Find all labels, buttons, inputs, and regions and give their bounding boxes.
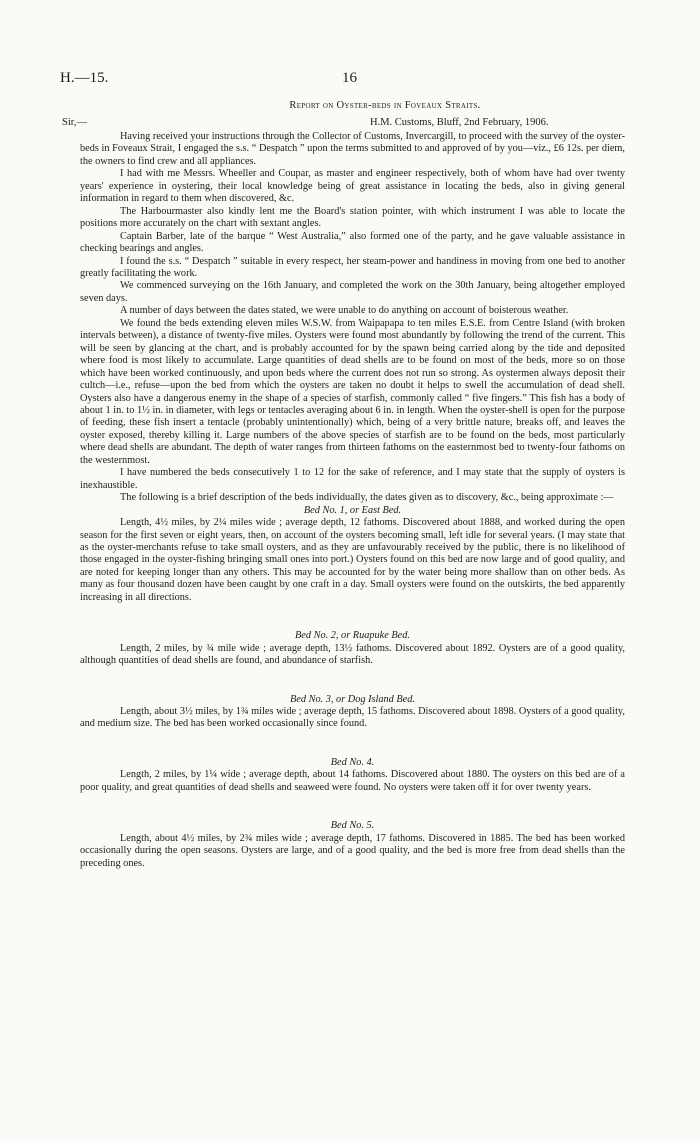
bed-heading: Bed No. 4. <box>330 756 375 768</box>
paragraph: We commenced surveying on the 16th January, and completed the work on the 30th January, being altogether employed seven days. <box>80 280 625 304</box>
bed-description: Length, about 3½ miles, by 1¾ miles wide ; average depth, 15 fathoms. Discovered about 1898. Oysters of a good quality, and medium size. The bed has been worked occasionally since found. <box>80 706 625 730</box>
bed-description: Length, 4½ miles, by 2¼ miles wide ; average depth, 12 fathoms. Discovered about 1888, and worked during the open season for the first seven or eight years, then, on account of the oysters becoming small, left idle for several years. (I may state that as the oyster-merchants refuse to take small oysters, and as they are unfavourably received by the public, there is no likelihood of those engaged in the oyster-fishing bringing small ones into port.) Oysters found on this bed are now large and of good quality, and are noted for keeping longer than any others. This may be accounted for by the water being more shallow than on other beds. As many as four thousand dozen have been caught by one craft in a day. Small oysters were found on the outskirts, the bed apparently increasing in all directions. <box>80 517 625 603</box>
paragraph: The Harbourmaster also kindly lent me the Board's station pointer, with which instrument I was able to locate the positions more accurately on the chart with sextant angles. <box>80 205 625 230</box>
report-title <box>0 100 700 111</box>
report-title-text: Report on Oyster-beds in Foveaux Straits. <box>289 100 481 111</box>
bed-description: Length, about 4½ miles, by 2¾ miles wide ; average depth, 17 fathoms. Discovered in 1885. The bed has been worked occasionally during the open seasons. Oysters are large, and of a good quality, and the bed is more free from dead shells than the preceding ones. <box>80 832 625 869</box>
bed-heading: Bed No. 1, or East Bed. <box>303 504 402 516</box>
paragraph: I had with me Messrs. Wheeller and Coupar, as master and engineer respectively, both of whom have had over twenty years' experience in oystering, their local knowledge being of great assistance in locating the beds, also in giving general information in regard to them when discovered, &c. <box>80 168 625 205</box>
bed-description: Length, 2 miles, by ¾ mile wide ; average depth, 13½ fathoms. Discovered about 1892. Oysters are of a good quality, although quantities of dead shells are found, and abundance of starfish. <box>80 642 625 667</box>
report-body <box>80 131 625 870</box>
report-code: H.—15. <box>60 70 109 86</box>
bed-heading: Bed No. 3, or Dog Island Bed. <box>290 693 415 705</box>
salutation: Sir,— <box>62 117 87 128</box>
bed-heading: Bed No. 5. <box>330 820 375 832</box>
paragraph: A number of days between the dates stated, we were unable to do anything on account of boisterous weather. <box>120 305 569 317</box>
paragraph: I found the s.s. “ Despatch ” suitable in every respect, her steam-power and handiness in moving from one bed to another greatly facilitating the work. <box>80 255 625 279</box>
paragraph: We found the beds extending eleven miles W.S.W. from Waipapapa to ten miles E.S.E. from Centre Island (with broken intervals between), a distance of twenty-five miles. Oysters were found most abundantly by following the trend of the current. This will be seen by glancing at the chart, and is probably accounted for by the spawn being carried along by the tide and deposited where food is most likely to accumulate. Large quantities of dead shells are to be found on most of the beds, more so on those which have been worked continuously, and upon beds where the current does not run so strong. As oystermen always deposit their cultch—i.e., refuse—upon the bed from which the oysters are taken no doubt it helps to swell the accumulation of dead shell. Oysters also have a dangerous enemy in the shape of a species of starfish, commonly called “ five fingers.” This fish has a body of about 1 in. to 1½ in. in diameter, with legs or tentacles averaging about 6 in. in length. When the oyster-shell is open for the purpose of feeding, these fish insert a tentacle (probably unintentionally) which, being of a very brittle nature, breaks off, and leaves the oyster exposed, thereby killing it. Large numbers of the above species of starfish are to be found on the beds, most particularly where dead shells are abundant. The depth of water ranges from thirteen fathoms on the easternmost bed to twenty-four fathoms on the westernmost. <box>80 317 625 466</box>
place-date: H.M. Customs, Bluff, 2nd February, 1906. <box>370 117 549 128</box>
bed-heading: Bed No. 2, or Ruapuke Bed. <box>295 630 410 642</box>
paragraph: Captain Barber, late of the barque “ West Australia,” also formed one of the party, and he gave valuable assistance in checking bearings and angles. <box>80 230 625 255</box>
page-number: 16 <box>342 70 357 86</box>
paragraph: The following is a brief description of the beds individually, the dates given as to discovery, &c., being approximate :— <box>120 492 614 504</box>
paragraph: Having received your instructions through the Collector of Customs, Invercargill, to proceed with the survey of the oyster-beds in Foveaux Strait, I engaged the s.s. “ Despatch ” upon the terms submitted to and approved of by you—viz., £6 12s. per diem, the owners to find crew and all appliances. <box>80 131 625 167</box>
paragraph: I have numbered the beds consecutively 1 to 12 for the sake of reference, and I may state that the supply of oysters is inexhaustible. <box>80 467 625 491</box>
bed-description: Length, 2 miles, by 1¼ wide ; average depth, about 14 fathoms. Discovered about 1880. The oysters on this bed are of a poor quality, and great quantities of dead shells and seaweed were found. No oysters were taken off it for over twenty years. <box>80 769 625 793</box>
